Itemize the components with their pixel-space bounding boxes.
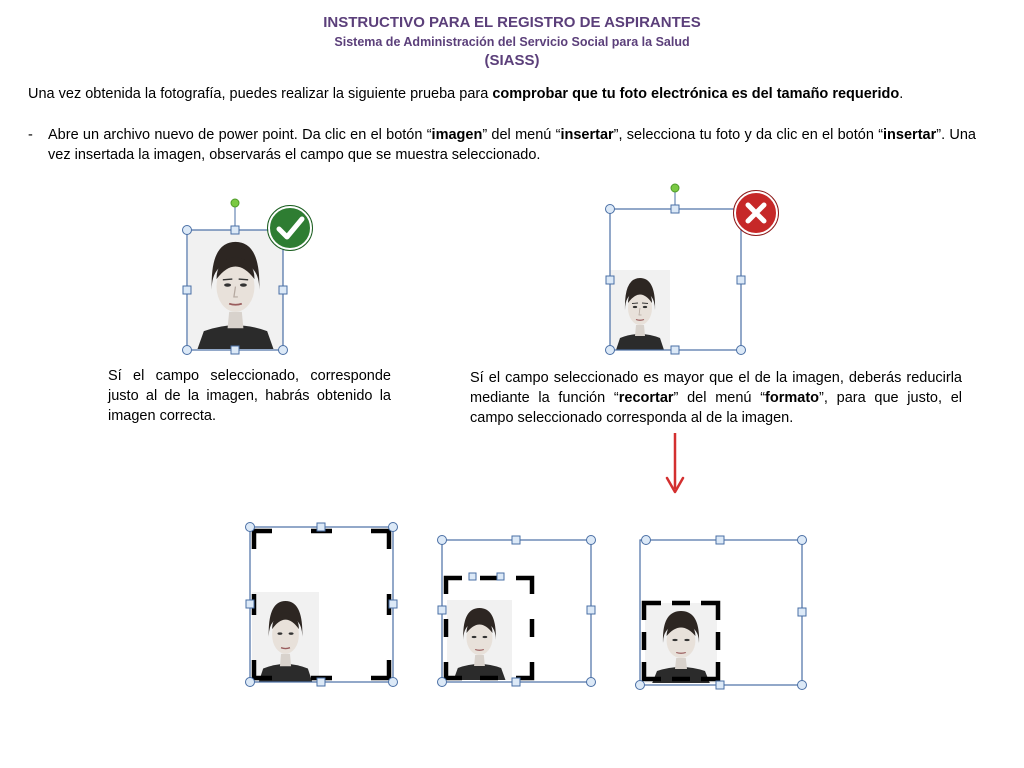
step-text-1: Abre un archivo nuevo de power point. Da clic en el botón “: [48, 127, 432, 143]
step-text-2: ” del menú “: [482, 127, 561, 143]
page-acronym: (SIASS): [484, 52, 540, 69]
caption-bold-recortar: recortar: [618, 390, 674, 406]
crop-step-1: [246, 523, 398, 687]
photo-wrong-example: [606, 184, 746, 355]
x-icon: [734, 191, 779, 236]
step-bold-imagen: imagen: [431, 127, 483, 143]
crop-step-3: [636, 536, 807, 690]
page-subtitle: Sistema de Administración del Servicio Social para la Salud: [334, 35, 690, 49]
intro-end: .: [899, 86, 904, 102]
caption-wrong-text-2: ” del menú “: [673, 390, 766, 406]
crop-step-2: [438, 536, 596, 687]
intro-emphasis: comprobar que tu foto electrónica es del tamaño requerido: [492, 86, 900, 102]
step-text-3: ”, selecciona tu foto y da clic en el botón “: [613, 127, 884, 143]
page-title: INSTRUCTIVO PARA EL REGISTRO DE ASPIRANTES: [323, 14, 701, 31]
step-bold-insertar-menu: insertar: [560, 127, 614, 143]
step-bold-insertar-button: insertar: [883, 127, 937, 143]
caption-wrong-text-1: Sí el campo seleccionado es mayor que el de la imagen, deberás reducirla mediante la función “: [470, 370, 962, 406]
caption-wrong: [470, 368, 962, 428]
arrow-down-icon: [667, 433, 683, 492]
caption-correct: Sí el campo seleccionado, corresponde justo al de la imagen, habrás obtenido la imagen correcta.: [108, 368, 391, 424]
caption-bold-formato: formato: [765, 390, 820, 406]
caption-wrong-text-3: ”, para que justo, el campo seleccionado corresponda al de la imagen.: [470, 390, 962, 426]
intro-text: Una vez obtenida la fotografía, puedes realizar la siguiente prueba para: [28, 86, 493, 102]
check-icon: [268, 206, 313, 251]
bullet-dash: -: [28, 127, 33, 143]
step-text-4: ”. Una vez insertada la imagen, observarás el campo que se muestra seleccionado.: [48, 127, 976, 163]
